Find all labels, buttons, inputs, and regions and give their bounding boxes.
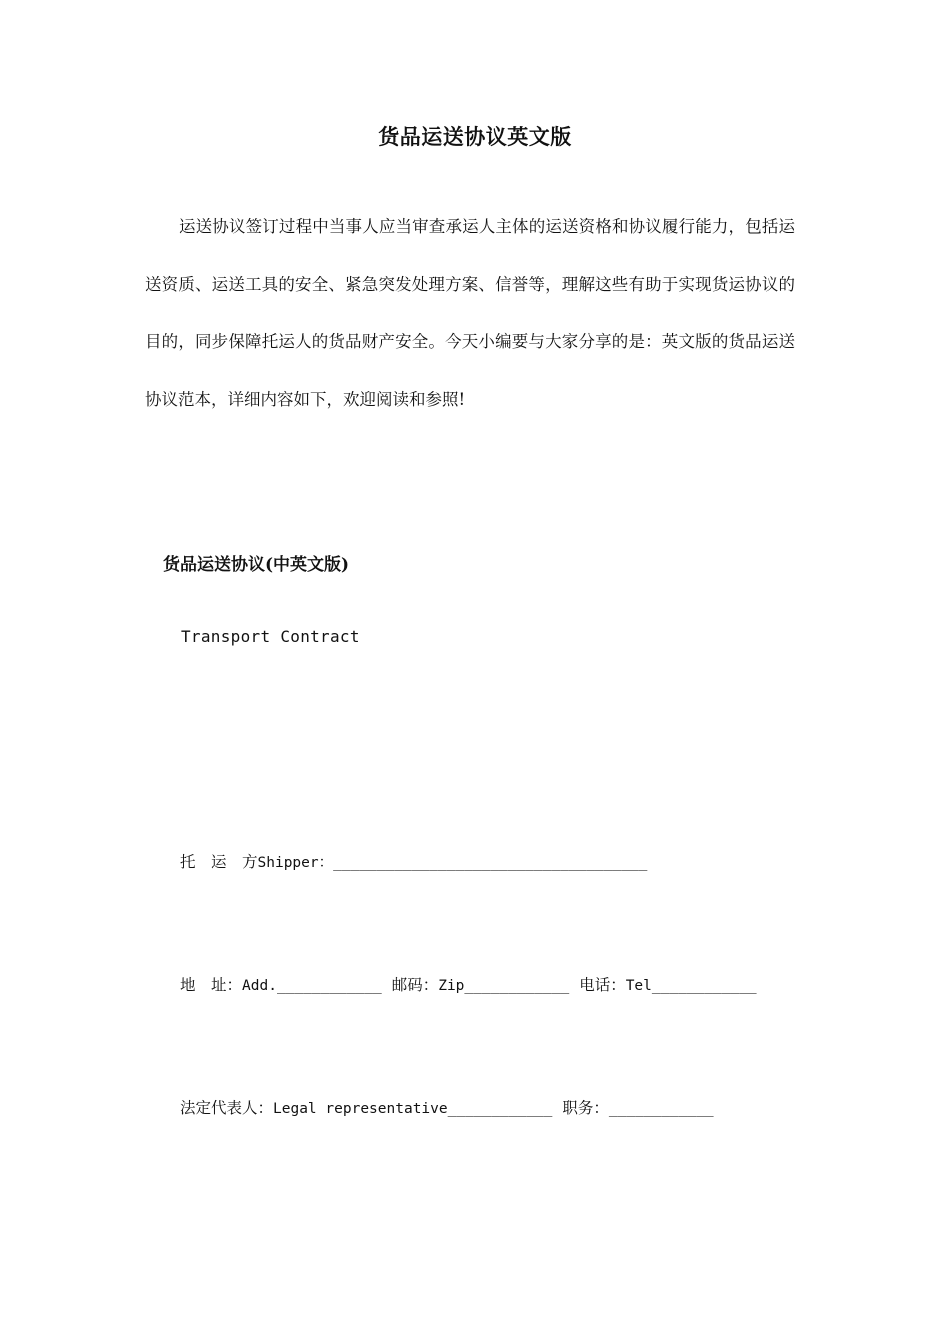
tel-label-en: Tel	[625, 978, 652, 994]
shipper-label-en: Shipper：	[257, 855, 334, 871]
legal-rep-label-en: Legal representative	[273, 1101, 448, 1117]
tel-label-cn: 电话：	[579, 976, 626, 994]
legal-rep-blank[interactable]: ____________	[447, 1101, 553, 1117]
shipper-field-row	[180, 850, 647, 872]
document-title: 货品运送协议英文版	[378, 124, 572, 149]
intro-paragraph: 运送协议签订过程中当事人应当审查承运人主体的运送资格和协议履行能力，包括运送资质、运送工具的安全、紧急突发处理方案、信誉等，理解这些有助于实现货运协议的目的，同步保障托运人的货品财产安全。今天小编要与大家分享的是：英文版的货品运送协议范本，详细内容如下，欢迎阅读和参照!	[145, 217, 795, 409]
position-label-cn: 职务：	[562, 1099, 609, 1117]
zip-label-cn: 邮码：	[391, 976, 439, 994]
legal-representative-field-row	[180, 1096, 714, 1118]
tel-blank[interactable]: ____________	[651, 978, 757, 994]
shipper-blank[interactable]: ____________________________________	[333, 855, 648, 871]
address-label-en: Add.	[242, 978, 277, 994]
shipper-label-cn: 托 运 方	[180, 853, 258, 871]
address-field-row	[180, 973, 757, 995]
address-label-cn: 地 址：	[180, 976, 243, 994]
section-heading: 货品运送协议(中英文版)	[163, 555, 350, 575]
legal-rep-label-cn: 法定代表人：	[180, 1099, 274, 1117]
position-blank[interactable]: ____________	[608, 1101, 714, 1117]
contract-english-title: Transport Contract	[181, 627, 360, 646]
zip-blank[interactable]: ____________	[464, 978, 570, 994]
address-blank[interactable]: ____________	[276, 978, 382, 994]
zip-label-en: Zip	[438, 978, 465, 994]
